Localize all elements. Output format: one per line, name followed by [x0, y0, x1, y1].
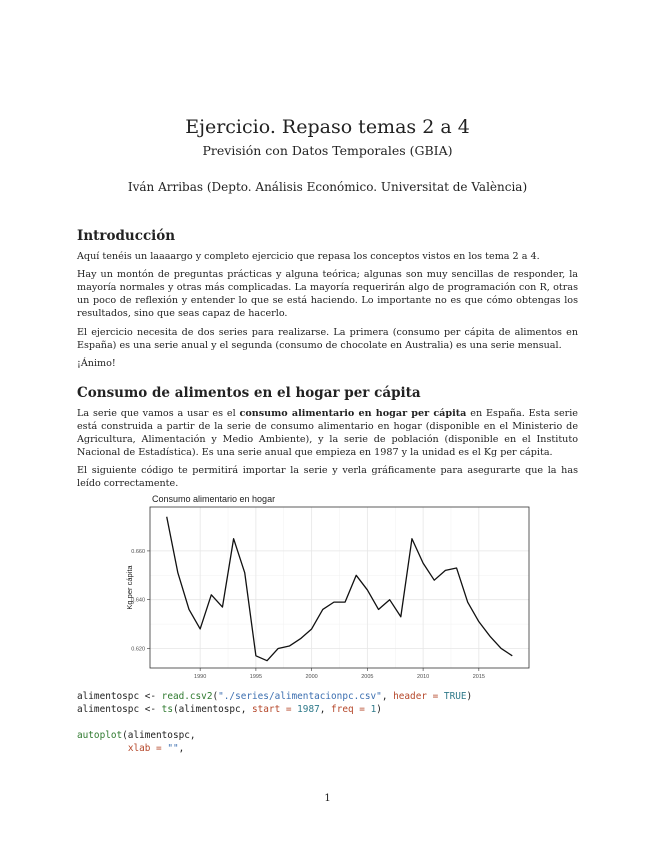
- code-line: [77, 729, 196, 742]
- code-line: [77, 690, 472, 703]
- bold-text: consumo alimentario en hogar per cápita: [239, 408, 467, 419]
- code-line: [77, 742, 184, 755]
- code-value: 1: [364, 704, 377, 715]
- y-axis-label: Kg per cápita: [125, 565, 134, 610]
- paragraph: El ejercicio necesita de dos series para realizarse. La primera (consumo per cápita de alimentos en España) es una serie anual y el segunda (consumo de chocolate en Australia) es una serie mensual.: [77, 327, 578, 351]
- chart-title: Consumo alimentario en hogar: [152, 494, 276, 504]
- x-tick-label: 1995: [249, 674, 263, 680]
- document-author: Iván Arribas (Depto. Análisis Económico. Universitat de València): [127, 180, 528, 194]
- code-text: [77, 743, 128, 754]
- document-subtitle: Previsión con Datos Temporales (GBIA): [202, 143, 453, 158]
- section-heading-consumo: Consumo de alimentos en el hogar per cápita: [77, 385, 421, 401]
- text-run: La serie que vamos a usar es el: [77, 408, 240, 419]
- text-run: en España. Esta serie está construida a partir de la serie de consumo alimentario en hogar (disponible en el Ministerio de Agricultura, Alimentación y Medio Ambiente), y la serie de población (disponible en el Instituto Nacional de Estadística). Es una serie anual que empieza en 1987 y la unidad es el Kg per cápita.: [77, 408, 578, 458]
- code-text: alimentospc <-: [77, 691, 162, 702]
- code-line: [77, 703, 382, 716]
- y-tick-label: 0.660: [131, 548, 145, 555]
- code-argument: freq =: [331, 704, 365, 715]
- code-text: (alimentospc,: [122, 730, 196, 741]
- paragraph: El siguiente código te permitirá importar la serie y verla gráficamente para asegurarte que la has leído correctamente.: [77, 465, 578, 489]
- x-tick-label: 1990: [194, 674, 207, 680]
- x-tick-label: 2010: [416, 674, 430, 680]
- x-tick-label: 2005: [361, 674, 374, 680]
- page-number: 1: [324, 793, 331, 804]
- document-title: Ejercicio. Repaso temas 2 a 4: [185, 116, 470, 138]
- code-text: ): [376, 704, 382, 715]
- paragraph: Hay un montón de preguntas prácticas y alguna teórica; algunas son muy sencillas de responder, la mayoría normales y otras más complicadas. La mayoría requerirán algo de programación con R, otras un poco de reflexión y entender lo que se está haciendo. Lo importante no es que cómo obtengas los resultados, sino que seas capaz de hacerlo.: [77, 269, 578, 319]
- y-tick-label: 0.640: [131, 597, 145, 604]
- code-argument: header =: [393, 691, 439, 702]
- code-text: (alimentospc,: [172, 704, 252, 715]
- code-value: TRUE: [438, 691, 467, 702]
- code-value: 1987: [291, 704, 320, 715]
- code-text: ,: [319, 704, 332, 715]
- x-tick-label: 2000: [305, 674, 318, 680]
- code-argument: start =: [252, 704, 292, 715]
- x-tick-label: 2015: [472, 674, 485, 680]
- code-argument: xlab =: [127, 743, 162, 754]
- code-text: ): [466, 691, 473, 702]
- code-text: (: [212, 691, 219, 702]
- code-function: ts: [161, 704, 173, 715]
- code-text: alimentospc <-: [77, 704, 162, 715]
- code-text: ,: [381, 691, 394, 702]
- y-tick-label: 0.620: [131, 646, 145, 653]
- section-heading-introduccion: Introducción: [77, 228, 176, 244]
- paragraph: Aquí tenéis un laaaargo y completo ejercicio que repasa los conceptos vistos en los tema 2 a 4.: [77, 251, 540, 262]
- paragraph: [77, 407, 578, 459]
- code-function: read.csv2: [161, 691, 213, 702]
- code-text: ,: [178, 743, 185, 754]
- plot-area: [131, 507, 529, 680]
- code-string: "": [161, 743, 179, 754]
- line-chart: [118, 490, 538, 680]
- paragraph: ¡Ánimo!: [77, 358, 116, 369]
- code-function: autoplot: [77, 730, 123, 741]
- code-string: "./series/alimentacionpc.csv": [218, 691, 382, 702]
